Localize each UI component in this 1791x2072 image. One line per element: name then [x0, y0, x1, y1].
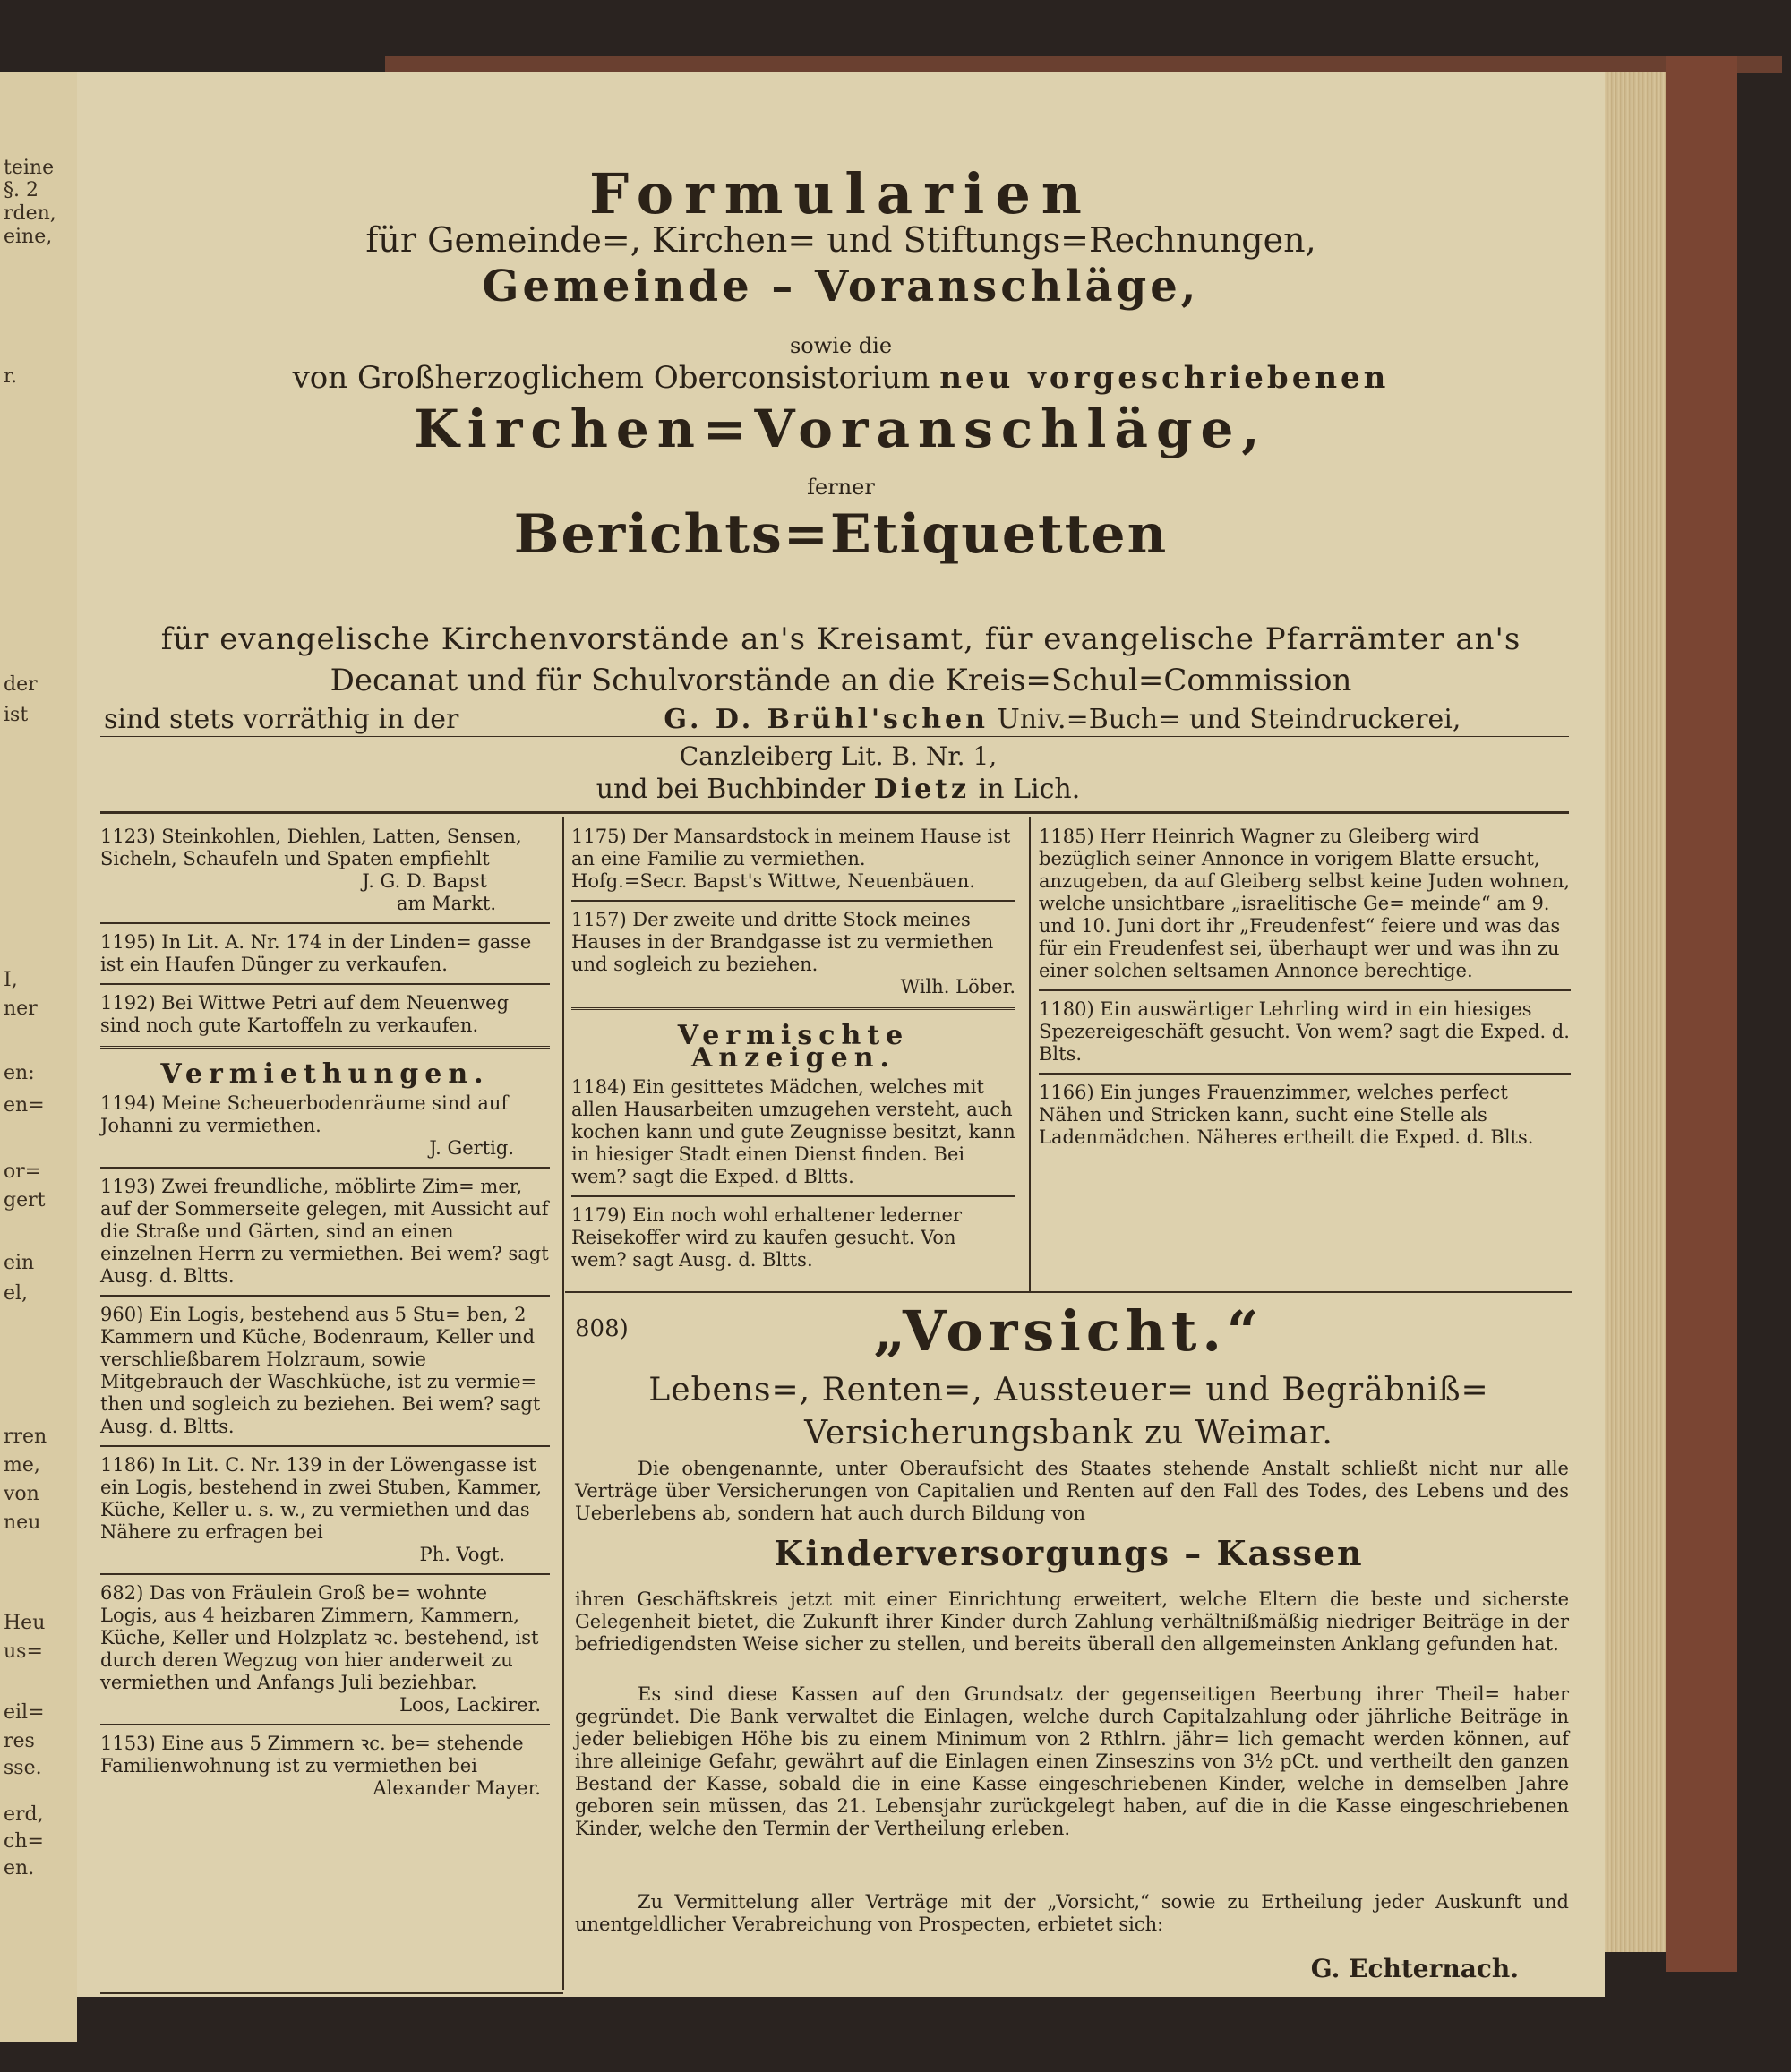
ad-1157-signature: Wilh. Löber. [900, 976, 1015, 997]
left-page-fragment: teine [4, 157, 55, 179]
ad-1184: 1184) Ein gesittetes Mädchen, welches mit allen Hausarbeiten umzugehen versteht, auch kochen kann und gute Zeugnisse besitzt, kann in hiesiger Stadt einen Dienst finden. Bei wem? sagt die Exped. d Bltts. [571, 1076, 1015, 1187]
left-page-fragment: I, [4, 969, 18, 991]
col1 [100, 826, 550, 1800]
ad-1175: 1175) Der Mansardstock in meinem Hause ist an eine Familie zu vermiethen. [571, 826, 1011, 869]
newspaper-page [77, 72, 1605, 1997]
header-line2: für Gemeinde=, Kirchen= und Stiftungs=Rechnungen, [365, 220, 1316, 260]
header-line11-b: G. D. Brühl'schen [664, 704, 989, 735]
header-line11-c: Univ.=Buch= und Steindruckerei, [997, 704, 1461, 735]
ad-1195: 1195) In Lit. A. Nr. 174 in der Linden= gasse ist ein Haufen Dünger zu verkaufen. [100, 931, 532, 975]
vorsicht-top-rule [565, 1291, 1572, 1293]
left-page-fragment: eine, [4, 226, 53, 248]
left-page-fragment: eil= [4, 1701, 45, 1724]
left-page-fragment: ein [4, 1252, 35, 1274]
vorsicht-kasse: Kinderversorgungs – Kassen [774, 1533, 1364, 1573]
ad-1194: 1194) Meine Scheuerbodenräume sind auf Johanni zu vermiethen. [100, 1092, 509, 1136]
left-page-fragment: rren [4, 1426, 47, 1448]
book-cover-top [385, 56, 1782, 73]
ad-1192: 1192) Bei Wittwe Petri auf dem Neuenweg sind noch gute Kartoffeln zu verkaufen. [100, 992, 510, 1036]
header-divider-thin [100, 736, 1569, 737]
heading-vermischte-anzeigen: Vermischte Anzeigen. [677, 1020, 910, 1074]
ad-1179: 1179) Ein noch wohl erhaltener lederner Reisekoffer wird zu kaufen gesucht. Von wem? sagt Ausg. d. Bltts. [571, 1204, 963, 1271]
column-rule-2 [1029, 817, 1031, 1291]
vorsicht-p3: Es sind diese Kassen auf den Grundsatz der gegenseitigen Beerbung ihrer Theil= haber gegründet. Die Bank verwaltet die Einlagen, welche durch Capitalzahlung oder jährliche Beiträge in jeder beliebigen Höhe bis zu einem Minimum von 2 Rthlrn. jähr= lich gemacht werden können, auf ihre alleinige Gefahr, gewährt auf die Einlagen einen Zinseszins von 3½ pCt. und vertheilt den ganzen Bestand der Kasse, sobald die in eine Kasse eingeschriebenen Kinder, welche in demselben Jahre geboren sein müssen, das 21. Lebensjahr zurückgelegt haben, auf die in die Kasse eingeschriebenen Kinder, welche den Termin der Vertheilung erleben. [575, 1683, 1569, 1839]
left-page-fragment: Heu [4, 1612, 46, 1634]
header-line10: Decanat und für Schulvorstände an die Kreis=Schul=Commission [330, 663, 1352, 698]
left-page-fragment: sse. [4, 1757, 42, 1779]
header-line11 [104, 704, 1572, 735]
vorsicht-p4: Zu Vermittelung aller Verträge mit der „Vorsicht,“ sowie zu Ertheilung jeder Auskunft und unentgeldlicher Verabreichung von Prospecten, erbietet sich: [575, 1891, 1569, 1935]
left-page-fragment: von [4, 1483, 39, 1505]
vorsicht-number: 808) [575, 1315, 629, 1342]
vorsicht-p2: ihren Geschäftskreis jetzt mit einer Einrichtung erweitert, welche Eltern die beste und sicherste Gelegenheit bietet, die Zukunft ihrer Kinder durch Zahlung verhältnißmäßig niedriger Beiträge in der befriedigendsten Weise sicher zu stellen, und bereits überall den allgemeinsten Anklang gefunden hat. [575, 1588, 1569, 1655]
left-page-fragment: r. [4, 365, 18, 388]
ad-1153: 1153) Eine aus 5 Zimmern ꝛc. be= stehende Familienwohnung ist zu vermiethen bei [100, 1733, 524, 1777]
ad-1123-signature-2: am Markt. [396, 893, 496, 914]
header-line7: ferner [807, 475, 875, 500]
header-line8: Berichts=Etiquetten [513, 503, 1169, 566]
ad-682-signature: Loos, Lackirer. [399, 1694, 541, 1716]
left-page-fragment: gert [4, 1189, 46, 1212]
ad-1166: 1166) Ein junges Frauenzimmer, welches perfect Nähen und Stricken kann, sucht eine Stelle als Ladenmädchen. Näheres ertheilt die Exped. d. Blts. [1039, 1082, 1534, 1148]
header-line13-c: in Lich. [978, 774, 1081, 805]
left-page-fragment: me, [4, 1454, 40, 1477]
header-divider [100, 811, 1569, 814]
left-page-fragment: el, [4, 1282, 29, 1305]
left-page-fragment: us= [4, 1640, 43, 1663]
vorsicht-p1: Die obengenannte, unter Oberaufsicht des Staates stehende Anstalt schließt nicht nur alle Verträge über Versicherungen von Capitalien und Renten auf den Fall des Todes, des Lebens und des Ueberlebens ab, sondern hat auch durch Bildung von [575, 1458, 1569, 1524]
ad-1153-signature: Alexander Mayer. [373, 1777, 541, 1799]
left-page-fragment: en: [4, 1062, 35, 1084]
header-line5 [77, 360, 1605, 396]
vorsicht-sub1: Lebens=, Renten=, Aussteuer= und Begräbniß= [648, 1372, 1489, 1408]
header-line4: sowie die [789, 333, 893, 358]
col1-bottom-rule [100, 1992, 563, 1994]
left-page-fragment: en. [4, 1857, 35, 1879]
col2 [571, 826, 1015, 1271]
header-line13-b: Dietz [873, 774, 971, 805]
col3 [1039, 826, 1571, 1149]
ad-1194-signature: J. Gertig. [429, 1137, 514, 1159]
left-page-fragment: res [4, 1730, 35, 1752]
left-page-fragment: rden, [4, 202, 56, 225]
header-line6: Kirchen=Voranschläge, [414, 398, 1268, 459]
header-line11-a: sind stets vorräthig in der [104, 704, 459, 735]
page-edges [1603, 72, 1666, 1952]
left-page-fragment: ner [4, 997, 38, 1020]
vorsicht-signature: G. Echternach. [1310, 1954, 1519, 1983]
left-page-fragment: erd, [4, 1803, 44, 1826]
ad-1123-signature: J. G. D. Bapst [362, 870, 487, 892]
header-line13-a: und bei Buchbinder [596, 774, 866, 805]
ad-1186: 1186) In Lit. C. Nr. 139 in der Löwengasse ist ein Logis, bestehend in zwei Stuben, Kammer, Küche, Keller u. s. w., zu vermiethen und das Nähere zu erfragen bei [100, 1454, 543, 1543]
ad-1157: 1157) Der zweite und dritte Stock meines Hauses in der Brandgasse ist zu vermiethen und sogleich zu beziehen. [571, 909, 994, 975]
header-title: Formularien [589, 161, 1093, 227]
header-line5-a: von Großherzoglichem Oberconsistorium [292, 360, 930, 396]
column-rule-1 [562, 817, 564, 1990]
header-line12: Canzleiberg Lit. B. Nr. 1, [679, 741, 998, 771]
header-line3: Gemeinde – Voranschläge, [482, 261, 1200, 312]
left-page-fragment: neu [4, 1511, 41, 1534]
header-line9: für evangelische Kirchenvorstände an's Kreisamt, für evangelische Pfarrämter an's [160, 621, 1521, 657]
ad-1185: 1185) Herr Heinrich Wagner zu Gleiberg wird bezüglich seiner Annonce in vorigem Blatte ersucht, anzugeben, da auf Gleiberg selbst keine Juden wohnen, welche unsichtbare „israelitische Ge= meinde“ am 9. und 10. Juni dort ihr „Freudenfest“ feiere und was das für ein Freudenfest sei, überhaupt wer und was ihn zu einer solchen seltsamen Annonce berechtige. [1039, 826, 1571, 981]
left-page-fragment: or= [4, 1160, 42, 1183]
header-line5-b: neu vorgeschriebenen [939, 360, 1390, 396]
vorsicht-sub2: Versicherungsbank zu Weimar. [804, 1415, 1333, 1451]
heading-vermiethungen: Vermiethungen. [160, 1058, 490, 1090]
left-page-fragment: ist [4, 704, 29, 726]
ad-1123: 1123) Steinkohlen, Diehlen, Latten, Sensen, Sicheln, Schaufeln und Spaten empfiehlt [100, 826, 522, 869]
vorsicht-title: „Vorsicht.“ [873, 1298, 1264, 1364]
ad-1180: 1180) Ein auswärtiger Lehrling wird in ein hiesiges Spezereigeschäft gesucht. Von wem? sagt die Exped. d. Blts. [1039, 998, 1570, 1065]
header-line13 [435, 774, 1241, 805]
left-page-fragment: der [4, 673, 38, 696]
left-page-fragment: ch= [4, 1830, 44, 1853]
ad-960: 960) Ein Logis, bestehend aus 5 Stu= ben, 2 Kammern und Küche, Bodenraum, Keller und verschließbarem Holzraum, sowie Mitgebrauch der Waschküche, ist zu vermie= then und sogleich zu beziehen. Bei wem? sagt Ausg. d. Bltts. [100, 1304, 541, 1437]
ad-1175-signature: Hofg.=Secr. Bapst's Wittwe, Neuenbäuen. [571, 870, 975, 892]
left-page-fragment: §. 2 [4, 179, 39, 201]
ad-682: 682) Das von Fräulein Groß be= wohnte Logis, aus 4 heizbaren Zimmern, Kammern, Küche, Keller und Holzplatz ꝛc. bestehend, ist durch deren Wegzug von hier anderweit zu vermiethen und Anfangs Juli beziehbar. [100, 1582, 539, 1693]
ad-1186-signature: Ph. Vogt. [419, 1544, 505, 1565]
ad-1193: 1193) Zwei freundliche, möblirte Zim= mer, auf der Sommerseite gelegen, mit Aussicht auf die Straße und Gärten, sind an einen einzelnen Herrn zu vermiethen. Bei wem? sagt Ausg. d. Bltts. [100, 1176, 549, 1287]
left-page-fragment: en= [4, 1094, 45, 1117]
book-cover-right [1666, 56, 1737, 1972]
